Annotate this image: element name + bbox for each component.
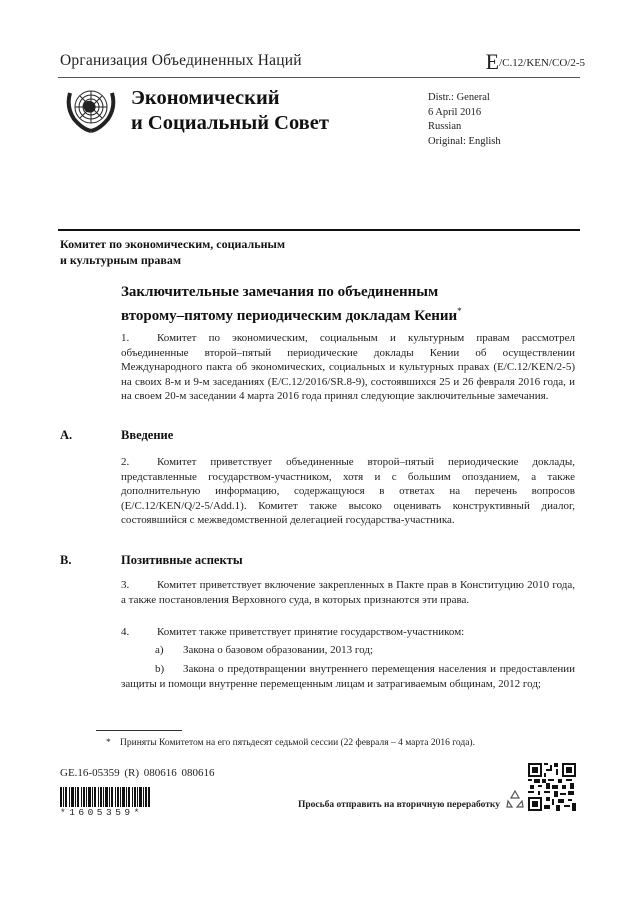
paragraph-4 bbox=[121, 625, 575, 640]
document-date: 6 April 2016 bbox=[428, 106, 482, 118]
barcode-number: *1605359* bbox=[60, 807, 143, 818]
council-name bbox=[131, 86, 329, 136]
paragraph-number: 3. bbox=[121, 579, 130, 591]
paragraph-4b bbox=[121, 662, 575, 691]
footnote-marker: * bbox=[106, 738, 111, 748]
section-a-heading bbox=[60, 428, 173, 443]
distribution: Distr.: General bbox=[428, 92, 490, 103]
paragraph-text: Комитет приветствует включение закрепленных в Пакте прав в Конституцию 2010 года, а также постановления Верховного суда, в которых признаются эти права. bbox=[121, 579, 575, 606]
section-letter: A. bbox=[60, 428, 73, 442]
subparagraph-text: Закона о базовом образовании, 2013 год; bbox=[183, 644, 374, 656]
subparagraph-label: b) bbox=[155, 663, 165, 675]
title-divider bbox=[58, 229, 580, 231]
section-letter: B. bbox=[60, 553, 72, 567]
title-line-1: Заключительные замечания по объединенным bbox=[121, 284, 439, 300]
organization-name: Организация Объединенных Наций bbox=[60, 52, 302, 69]
paragraph-number: 4. bbox=[121, 626, 130, 638]
un-emblem-icon bbox=[64, 81, 118, 135]
job-number: GE.16-05359 (R) 080616 080616 bbox=[60, 767, 215, 779]
paragraph-text: Комитет приветствует объединенные второй–пятый периодические доклады, представленные государством-участником, хотя и с большим опозданием, а также дополнительную информацию, содержащуюся в ответах на перечень вопросов (E/C.12/KEN/Q/2-5/Add.1). Комитет также высоко оценивать конструктивный диалог, состоявшийся с межведомственной делегацией государства-участника. bbox=[121, 456, 575, 526]
qr-code-icon[interactable] bbox=[528, 763, 576, 811]
committee-line-1: Комитет по экономическим, социальным bbox=[60, 237, 286, 251]
paragraph-1 bbox=[121, 331, 575, 404]
committee-name bbox=[60, 236, 285, 268]
recycle-icon bbox=[504, 788, 526, 810]
document-title bbox=[121, 283, 462, 326]
title-line-2: второму–пятому периодическим докладам Кении bbox=[121, 308, 458, 324]
committee-line-2: и культурным правам bbox=[60, 253, 182, 267]
subparagraph-label: a) bbox=[155, 644, 164, 656]
section-title: Введение bbox=[121, 428, 174, 442]
recycle-notice: Просьба отправить на вторичную переработку bbox=[298, 800, 500, 810]
footnote-separator bbox=[96, 730, 182, 731]
subparagraph-text: Закона о предотвращении внутреннего перемещения населения и предоставлении защиты и помощи внутренне перемещенным лицам и затрагиваемым общинам, 2012 год; bbox=[121, 663, 575, 690]
header-divider bbox=[58, 77, 580, 78]
footnote-text: Приняты Комитетом на его пятьдесят седьмой сессии (22 февраля – 4 марта 2016 года). bbox=[120, 738, 475, 748]
symbol-prefix: E bbox=[485, 49, 500, 74]
paragraph-2 bbox=[121, 455, 575, 528]
distribution-block bbox=[428, 91, 501, 149]
paragraph-number: 1. bbox=[121, 332, 130, 344]
original-language: Original: English bbox=[428, 135, 501, 147]
barcode-icon bbox=[60, 787, 150, 807]
title-footnote-marker[interactable]: * bbox=[457, 306, 462, 316]
paragraph-text: Комитет по экономическим, социальным и культурным правам рассмотрел объединенные второй–пятый периодические доклады Кении об осуществлении Международного пакта об экономических, социальных и культурных правах (E/C.12/KEN/2-5) на своих 8-м и 9-м заседаниях (E/C.12/2016/SR.8-9), состоявшихся 25 и 26 февраля 2016 года, и на своем 20-м заседании 4 марта 2016 года принял следующие заключительные замечания. bbox=[121, 332, 575, 402]
document-symbol bbox=[486, 49, 585, 75]
paragraph-4a bbox=[121, 643, 575, 658]
paragraph-number: 2. bbox=[121, 456, 130, 468]
section-title: Позитивные аспекты bbox=[121, 553, 243, 567]
document-language: Russian bbox=[428, 121, 462, 132]
paragraph-3 bbox=[121, 578, 575, 607]
council-line-2: и Социальный Совет bbox=[131, 112, 329, 134]
paragraph-text: Комитет также приветствует принятие государством-участником: bbox=[157, 626, 465, 638]
symbol-rest: /C.12/KEN/CO/2-5 bbox=[499, 57, 585, 69]
council-line-1: Экономический bbox=[131, 87, 280, 109]
section-b-heading bbox=[60, 553, 243, 568]
footnote bbox=[106, 737, 476, 750]
